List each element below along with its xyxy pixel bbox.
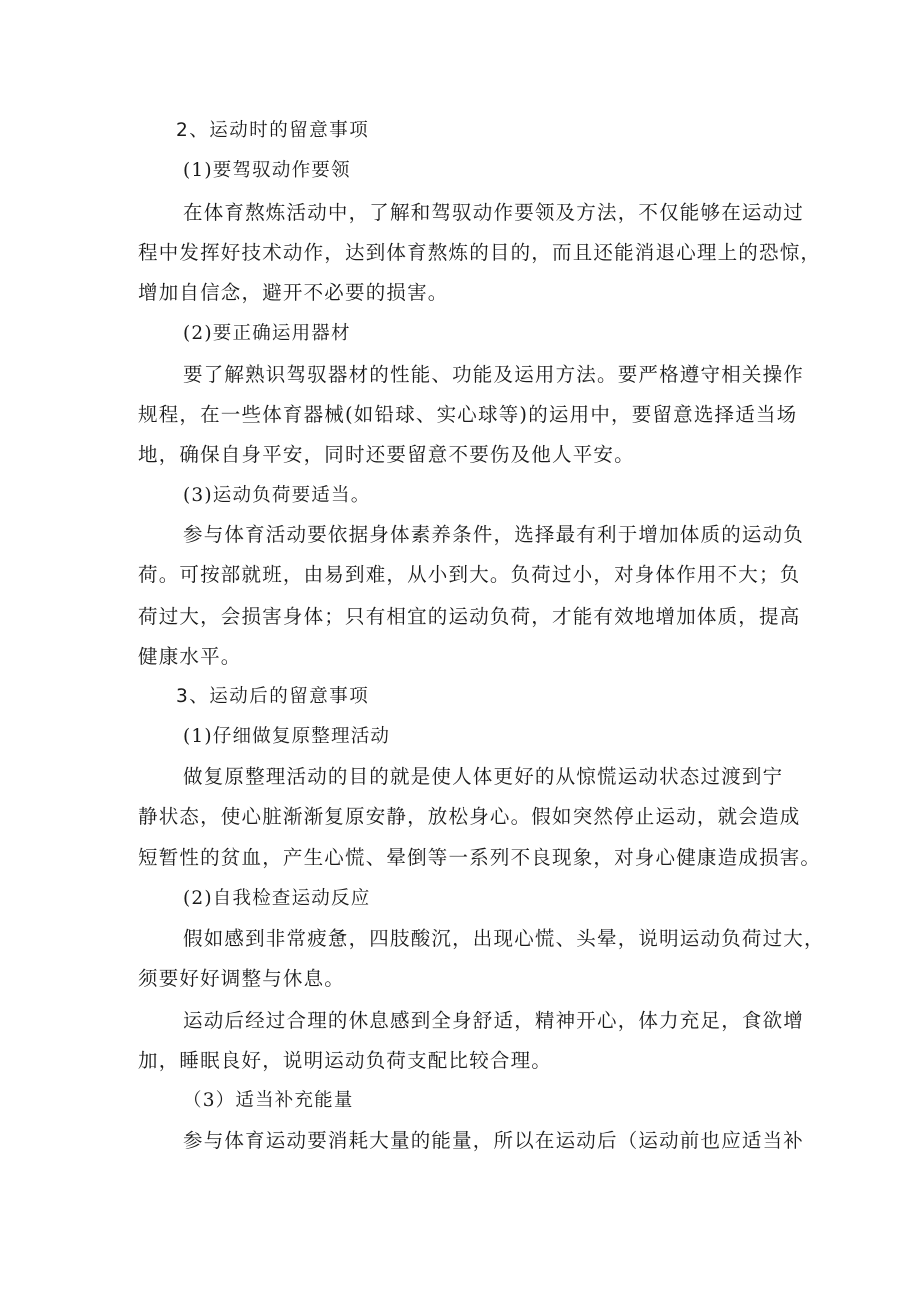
paragraph-line: 短暂性的贫血，产生心慌、晕倒等一系列不良现象，对身心健康造成损害。 [138,846,822,869]
section-heading: 3、运动后的留意事项 [176,686,370,707]
subsection-title: (1)要驾驭动作要领 [183,160,351,181]
subsection-title: (2)要正确运用器材 [183,323,351,344]
paragraph-line: 增加自信念，避开不必要的损害。 [138,281,449,304]
paragraph-line: 地，确保自身平安，同时还要留意不要伤及他人平安。 [138,443,635,466]
paragraph-line: 静状态，使心脏渐渐复原安静，放松身心。假如突然停止运动，就会造成 [138,805,801,828]
paragraph-line: 参与体育活动要依据身体素养条件，选择最有利于增加体质的运动负 [183,523,805,546]
paragraph-line: 荷。可按部就班，由易到难，从小到大。负荷过小，对身体作用不大；负 [138,563,801,586]
paragraph-line: 加，睡眠良好，说明运动负荷支配比较合理。 [138,1049,553,1072]
paragraph-line: 要了解熟识驾驭器材的性能、功能及运用方法。要严格遵守相关操作 [183,363,805,386]
paragraph-line: 健康水平。 [138,645,242,668]
paragraph-line: 程中发挥好技术动作，达到体育熬炼的目的，而且还能消退心理上的恐惊， [138,241,822,264]
subsection-title: (3)运动负荷要适当。 [183,485,371,506]
paragraph-line: 荷过大，会损害身体；只有相宜的运动负荷，才能有效地增加体质，提高 [138,605,801,628]
subsection-title: （3）适当补充能量 [183,1090,354,1111]
paragraph-line: 在体育熬炼活动中，了解和驾驭动作要领及方法，不仅能够在运动过 [183,201,805,224]
subsection-title: (1)仔细做复原整理活动 [183,726,391,747]
paragraph-line: 做复原整理活动的目的就是使人体更好的从惊慌运动状态过渡到宁 [183,765,784,788]
paragraph-line: 运动后经过合理的休息感到全身舒适，精神开心，体力充足，食欲增 [183,1009,805,1032]
paragraph-line: 假如感到非常疲惫，四肢酸沉，出现心慌、头晕，说明运动负荷过大， [183,927,825,950]
paragraph-line: 规程，在一些体育器械(如铅球、实心球等)的运用中，要留意选择适当场 [138,403,798,426]
section-heading: 2、运动时的留意事项 [176,120,370,141]
subsection-title: (2)自我检查运动反应 [183,888,371,909]
paragraph-line: 参与体育运动要消耗大量的能量，所以在运动后（运动前也应适当补 [183,1129,805,1152]
paragraph-line: 须要好好调整与休息。 [138,967,346,990]
